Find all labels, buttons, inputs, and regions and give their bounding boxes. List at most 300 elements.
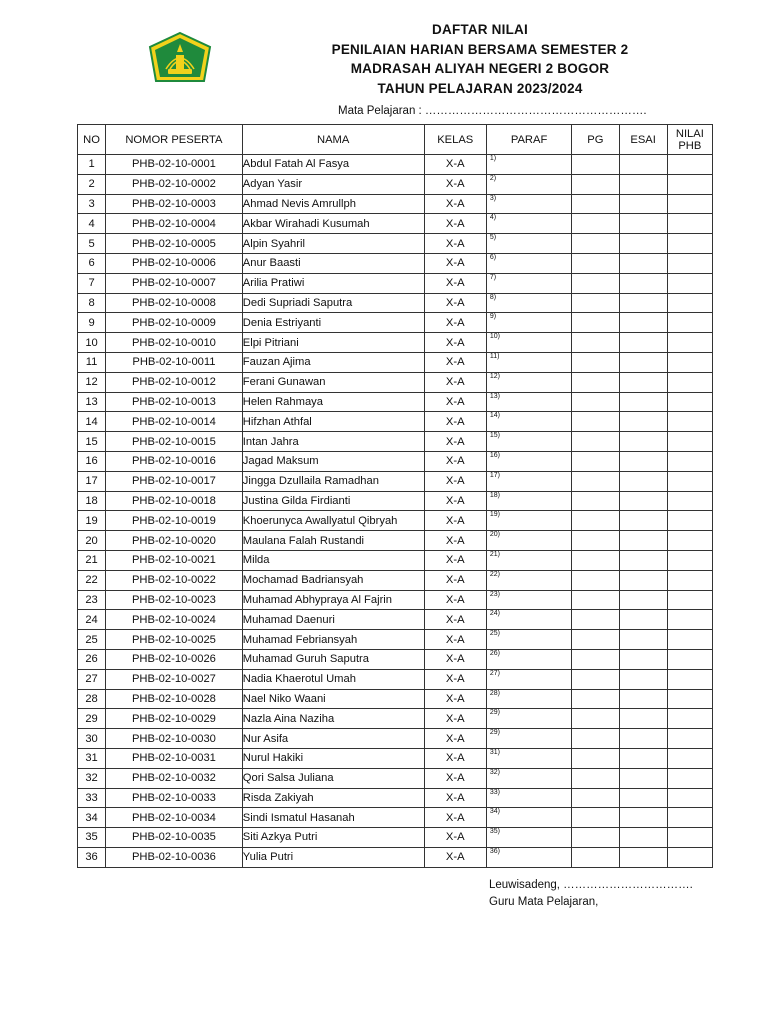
row-pg [572,392,619,412]
row-paraf [486,313,571,333]
row-kelas: X-A [424,550,486,570]
row-nama: Elpi Pitriani [242,333,424,353]
paraf-number: 6) [489,253,497,261]
row-kelas: X-A [424,234,486,254]
row-nilai [667,372,712,392]
row-nama: Nadia Khaerotul Umah [242,669,424,689]
row-nilai [667,847,712,867]
row-kelas: X-A [424,253,486,273]
row-pg [572,630,619,650]
row-nama: Fauzan Ajima [242,352,424,372]
row-nama: Justina Gilda Firdianti [242,491,424,511]
row-paraf [486,214,571,234]
row-nama: Nur Asifa [242,729,424,749]
row-no: 30 [78,729,106,749]
row-nilai [667,570,712,590]
row-kelas: X-A [424,471,486,491]
row-esai [619,808,667,828]
row-esai [619,471,667,491]
row-pg [572,432,619,452]
academic-year: TAHUN PELAJARAN 2023/2024 [377,80,583,96]
row-paraf [486,273,571,293]
row-nama: Maulana Falah Rustandi [242,531,424,551]
row-pg [572,253,619,273]
row-paraf [486,471,571,491]
row-nilai [667,412,712,432]
row-nomor-peserta: PHB-02-10-0004 [106,214,243,234]
row-kelas: X-A [424,689,486,709]
table-row [78,194,713,214]
row-pg [572,194,619,214]
row-paraf [486,590,571,610]
paraf-number: 20) [489,531,501,539]
row-nilai [667,729,712,749]
row-nomor-peserta: PHB-02-10-0007 [106,273,243,293]
row-paraf [486,432,571,452]
row-nomor-peserta: PHB-02-10-0021 [106,550,243,570]
row-pg [572,709,619,729]
row-esai [619,214,667,234]
table-row [78,372,713,392]
row-esai [619,550,667,570]
row-no: 33 [78,788,106,808]
row-kelas: X-A [424,630,486,650]
row-nomor-peserta: PHB-02-10-0030 [106,729,243,749]
row-nomor-peserta: PHB-02-10-0005 [106,234,243,254]
row-paraf [486,748,571,768]
row-kelas: X-A [424,847,486,867]
row-esai [619,689,667,709]
row-no: 21 [78,550,106,570]
row-nama: Anur Baasti [242,253,424,273]
table-row [78,293,713,313]
row-nama: Muhamad Abhypraya Al Fajrin [242,590,424,610]
table-row [78,412,713,432]
row-pg [572,174,619,194]
row-nilai [667,214,712,234]
row-kelas: X-A [424,649,486,669]
row-paraf [486,174,571,194]
row-nama: Arilia Pratiwi [242,273,424,293]
paraf-number: 18) [489,491,501,499]
row-kelas: X-A [424,432,486,452]
paraf-number: 4) [489,214,497,222]
row-nama: Yulia Putri [242,847,424,867]
table-row [78,788,713,808]
paraf-number: 26) [489,649,501,657]
row-nomor-peserta: PHB-02-10-0014 [106,412,243,432]
row-nomor-peserta: PHB-02-10-0022 [106,570,243,590]
table-row [78,610,713,630]
row-nomor-peserta: PHB-02-10-0018 [106,491,243,511]
row-kelas: X-A [424,610,486,630]
row-no: 22 [78,570,106,590]
row-nama: Nurul Hakiki [242,748,424,768]
row-kelas: X-A [424,828,486,848]
row-nama: Jingga Dzullaila Ramadhan [242,471,424,491]
row-nilai [667,630,712,650]
row-esai [619,511,667,531]
table-row [78,451,713,471]
row-nama: Nazla Aina Naziha [242,709,424,729]
row-nilai [667,669,712,689]
row-nama: Alpin Syahril [242,234,424,254]
row-nama: Denia Estriyanti [242,313,424,333]
row-paraf [486,610,571,630]
paraf-number: 10) [489,333,501,341]
row-paraf [486,788,571,808]
row-kelas: X-A [424,748,486,768]
row-no: 27 [78,669,106,689]
row-nilai [667,590,712,610]
row-paraf [486,630,571,650]
paraf-number: 28) [489,689,501,697]
row-pg [572,788,619,808]
row-nomor-peserta: PHB-02-10-0031 [106,748,243,768]
row-no: 8 [78,293,106,313]
row-esai [619,630,667,650]
row-kelas: X-A [424,155,486,175]
table-header-row [78,125,713,155]
row-kelas: X-A [424,194,486,214]
table-row [78,689,713,709]
row-kelas: X-A [424,372,486,392]
header-nilai-line1: NILAI [675,127,704,140]
row-nomor-peserta: PHB-02-10-0028 [106,689,243,709]
row-nilai [667,253,712,273]
row-pg [572,491,619,511]
paraf-number: 29) [489,729,501,737]
header-kelas: KELAS [424,125,486,155]
row-nilai [667,531,712,551]
row-pg [572,847,619,867]
row-paraf [486,531,571,551]
row-kelas: X-A [424,531,486,551]
row-nomor-peserta: PHB-02-10-0033 [106,788,243,808]
row-nomor-peserta: PHB-02-10-0003 [106,194,243,214]
paraf-number: 12) [489,372,501,380]
row-nomor-peserta: PHB-02-10-0034 [106,808,243,828]
row-pg [572,234,619,254]
paraf-number: 2) [489,174,497,182]
row-nomor-peserta: PHB-02-10-0015 [106,432,243,452]
ministry-emblem-icon [146,31,214,87]
table-row [78,531,713,551]
row-nomor-peserta: PHB-02-10-0009 [106,313,243,333]
paraf-number: 13) [489,392,501,400]
row-esai [619,649,667,669]
paraf-number: 29) [489,709,501,717]
row-pg [572,689,619,709]
row-nilai [667,610,712,630]
table-row [78,352,713,372]
row-kelas: X-A [424,570,486,590]
paraf-number: 19) [489,511,501,519]
row-pg [572,451,619,471]
row-nilai [667,352,712,372]
row-paraf [486,847,571,867]
row-kelas: X-A [424,788,486,808]
row-pg [572,333,619,353]
row-no: 10 [78,333,106,353]
header-pg: PG [572,125,619,155]
row-nilai [667,649,712,669]
row-no: 12 [78,372,106,392]
header-nomor-peserta: NOMOR PESERTA [106,125,243,155]
row-pg [572,570,619,590]
table-row [78,590,713,610]
paraf-number: 14) [489,412,501,420]
row-nama: Khoerunyca Awallyatul Qibryah [242,511,424,531]
row-kelas: X-A [424,293,486,313]
row-esai [619,372,667,392]
row-no: 2 [78,174,106,194]
row-nama: Akbar Wirahadi Kusumah [242,214,424,234]
paraf-number: 23) [489,590,501,598]
row-nama: Abdul Fatah Al Fasya [242,155,424,175]
row-nilai [667,432,712,452]
row-pg [572,372,619,392]
paraf-number: 17) [489,471,501,479]
row-pg [572,669,619,689]
row-esai [619,669,667,689]
row-pg [572,828,619,848]
paraf-number: 1) [489,155,497,162]
row-esai [619,392,667,412]
row-nilai [667,471,712,491]
row-nilai [667,808,712,828]
row-no: 14 [78,412,106,432]
row-nomor-peserta: PHB-02-10-0027 [106,669,243,689]
row-nama: Mochamad Badriansyah [242,570,424,590]
row-kelas: X-A [424,214,486,234]
paraf-number: 34) [489,808,501,816]
table-row [78,768,713,788]
row-nilai [667,313,712,333]
row-no: 34 [78,808,106,828]
row-esai [619,590,667,610]
row-paraf [486,649,571,669]
row-no: 6 [78,253,106,273]
subject-line: Mata Pelajaran : …………………………………………………. [338,105,647,117]
table-row [78,570,713,590]
row-no: 31 [78,748,106,768]
row-nomor-peserta: PHB-02-10-0024 [106,610,243,630]
paraf-number: 21) [489,550,501,558]
row-pg [572,748,619,768]
row-kelas: X-A [424,333,486,353]
row-nilai [667,788,712,808]
row-no: 36 [78,847,106,867]
row-esai [619,570,667,590]
row-no: 9 [78,313,106,333]
paraf-number: 16) [489,451,501,459]
row-kelas: X-A [424,392,486,412]
row-nilai [667,709,712,729]
row-no: 28 [78,689,106,709]
row-nama: Helen Rahmaya [242,392,424,412]
row-no: 18 [78,491,106,511]
row-nomor-peserta: PHB-02-10-0023 [106,590,243,610]
row-pg [572,550,619,570]
paraf-number: 5) [489,234,497,242]
row-kelas: X-A [424,273,486,293]
row-pg [572,590,619,610]
row-nilai [667,174,712,194]
row-paraf [486,828,571,848]
row-pg [572,273,619,293]
paraf-number: 15) [489,432,501,440]
table-row [78,550,713,570]
paraf-number: 11) [489,352,500,360]
row-paraf [486,392,571,412]
row-esai [619,352,667,372]
row-kelas: X-A [424,412,486,432]
row-esai [619,293,667,313]
row-paraf [486,412,571,432]
row-paraf [486,768,571,788]
table-row [78,432,713,452]
row-esai [619,828,667,848]
row-kelas: X-A [424,491,486,511]
signature-role: Guru Mata Pelajaran, [489,896,599,908]
row-esai [619,412,667,432]
row-nilai [667,155,712,175]
row-nilai [667,194,712,214]
row-no: 5 [78,234,106,254]
row-kelas: X-A [424,669,486,689]
paraf-number: 7) [489,273,497,281]
row-paraf [486,808,571,828]
row-pg [572,352,619,372]
row-nilai [667,451,712,471]
table-row [78,392,713,412]
row-pg [572,768,619,788]
row-nama: Siti Azkya Putri [242,828,424,848]
row-kelas: X-A [424,808,486,828]
row-pg [572,155,619,175]
row-no: 13 [78,392,106,412]
row-nomor-peserta: PHB-02-10-0001 [106,155,243,175]
document-title: DAFTAR NILAI [432,22,528,37]
row-no: 26 [78,649,106,669]
row-esai [619,491,667,511]
row-nomor-peserta: PHB-02-10-0008 [106,293,243,313]
table-row [78,669,713,689]
row-esai [619,610,667,630]
paraf-number: 35) [489,828,501,836]
row-nomor-peserta: PHB-02-10-0010 [106,333,243,353]
row-nomor-peserta: PHB-02-10-0025 [106,630,243,650]
row-kelas: X-A [424,709,486,729]
row-paraf [486,511,571,531]
paraf-number: 25) [489,630,501,638]
paraf-number: 9) [489,313,497,321]
row-nama: Intan Jahra [242,432,424,452]
row-esai [619,788,667,808]
row-esai [619,174,667,194]
row-no: 29 [78,709,106,729]
header-nilai-line2: PHB [678,139,702,152]
row-pg [572,412,619,432]
row-paraf [486,352,571,372]
row-nomor-peserta: PHB-02-10-0020 [106,531,243,551]
table-row [78,808,713,828]
row-paraf [486,451,571,471]
table-row [78,214,713,234]
row-paraf [486,194,571,214]
row-nilai [667,550,712,570]
table-row [78,709,713,729]
row-pg [572,214,619,234]
row-nilai [667,828,712,848]
row-nama: Ahmad Nevis Amrullph [242,194,424,214]
table-row [78,313,713,333]
row-esai [619,451,667,471]
table-row [78,649,713,669]
header-nilai-phb [667,125,712,155]
header-esai: ESAI [619,125,667,155]
row-esai [619,194,667,214]
row-no: 16 [78,451,106,471]
row-nomor-peserta: PHB-02-10-0002 [106,174,243,194]
table-row [78,828,713,848]
table-row [78,729,713,749]
row-nomor-peserta: PHB-02-10-0011 [106,352,243,372]
paraf-number: 8) [489,293,497,301]
row-no: 15 [78,432,106,452]
row-nama: Sindi Ismatul Hasanah [242,808,424,828]
table-row [78,847,713,867]
row-esai [619,313,667,333]
row-nomor-peserta: PHB-02-10-0012 [106,372,243,392]
row-esai [619,253,667,273]
table-row [78,748,713,768]
row-pg [572,313,619,333]
row-nomor-peserta: PHB-02-10-0032 [106,768,243,788]
row-pg [572,649,619,669]
row-nomor-peserta: PHB-02-10-0026 [106,649,243,669]
row-kelas: X-A [424,313,486,333]
row-kelas: X-A [424,451,486,471]
row-kelas: X-A [424,511,486,531]
row-no: 7 [78,273,106,293]
table-body [78,155,713,868]
row-nilai [667,333,712,353]
row-nilai [667,511,712,531]
row-paraf [486,709,571,729]
row-nilai [667,768,712,788]
row-esai [619,155,667,175]
table-row [78,333,713,353]
row-paraf [486,669,571,689]
header-no: NO [78,125,106,155]
row-nilai [667,491,712,511]
row-kelas: X-A [424,174,486,194]
row-esai [619,273,667,293]
row-nama: Hifzhan Athfal [242,412,424,432]
row-nama: Muhamad Daenuri [242,610,424,630]
row-nomor-peserta: PHB-02-10-0036 [106,847,243,867]
row-kelas: X-A [424,768,486,788]
row-no: 32 [78,768,106,788]
row-pg [572,511,619,531]
row-paraf [486,729,571,749]
row-kelas: X-A [424,352,486,372]
signature-block [489,877,693,911]
row-nilai [667,293,712,313]
assessment-name: PENILAIAN HARIAN BERSAMA SEMESTER 2 [331,41,629,57]
